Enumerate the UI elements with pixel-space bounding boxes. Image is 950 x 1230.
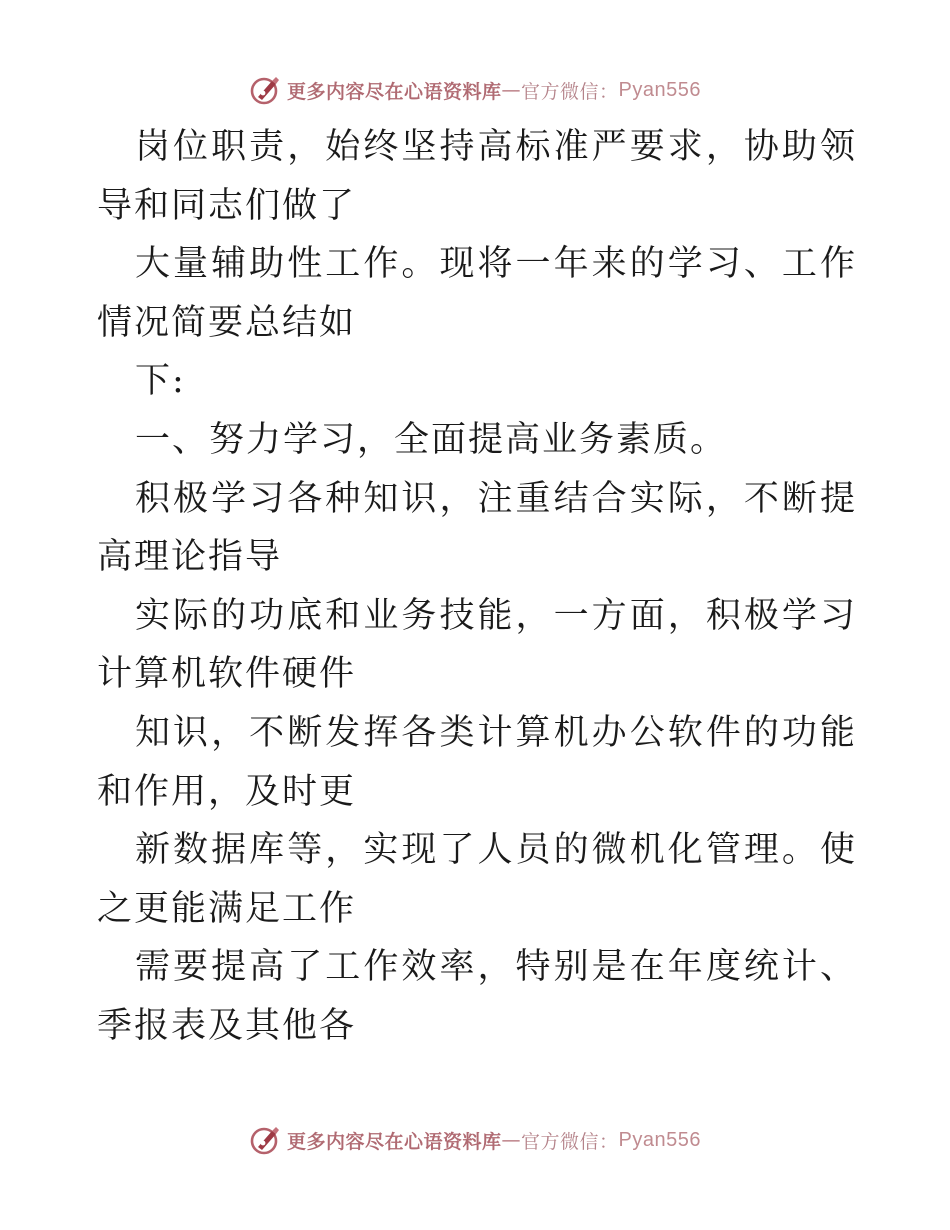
paragraph-3: 下: bbox=[135, 361, 186, 402]
watermark-wechat-label: 官方微信： bbox=[521, 80, 619, 103]
paragraph-4: 一、努力学习，全面提高业务素质。 bbox=[135, 419, 728, 460]
watermark-wechat-id: Pyan556 bbox=[618, 78, 701, 101]
body-text bbox=[97, 118, 857, 1056]
paragraph-9: 需要提高了工作效率，特别是在年度统计、季报表及其他各 bbox=[97, 947, 857, 1046]
paragraph-2: 大量辅助性工作。现将一年来的学习、工作情况简要总结如 bbox=[97, 244, 857, 343]
footer-watermark bbox=[0, 1120, 950, 1160]
watermark-site-name: 更多内容尽在心语资料库 bbox=[287, 80, 502, 103]
paragraph-8: 新数据库等，实现了人员的微机化管理。使之更能满足工作 bbox=[97, 830, 857, 929]
watermark-dash: — bbox=[501, 79, 522, 101]
pen-logo-icon bbox=[249, 1123, 283, 1157]
watermark-wechat-id: Pyan556 bbox=[618, 1128, 701, 1151]
header-watermark bbox=[0, 70, 950, 110]
paragraph-6: 实际的功底和业务技能，一方面，积极学习计算机软件硬件 bbox=[97, 595, 857, 695]
watermark-dash: — bbox=[501, 1129, 522, 1151]
paragraph-1: 岗位职责，始终坚持高标准严要求，协助领导和同志们做了 bbox=[97, 127, 857, 226]
paragraph-5: 积极学习各种知识，注重结合实际，不断提高理论指导 bbox=[97, 478, 857, 578]
paragraph-7: 知识，不断发挥各类计算机办公软件的功能和作用，及时更 bbox=[97, 712, 857, 812]
pen-logo-icon bbox=[249, 73, 283, 107]
watermark-site-name: 更多内容尽在心语资料库 bbox=[287, 1130, 502, 1153]
watermark-wechat-label: 官方微信： bbox=[521, 1130, 619, 1153]
